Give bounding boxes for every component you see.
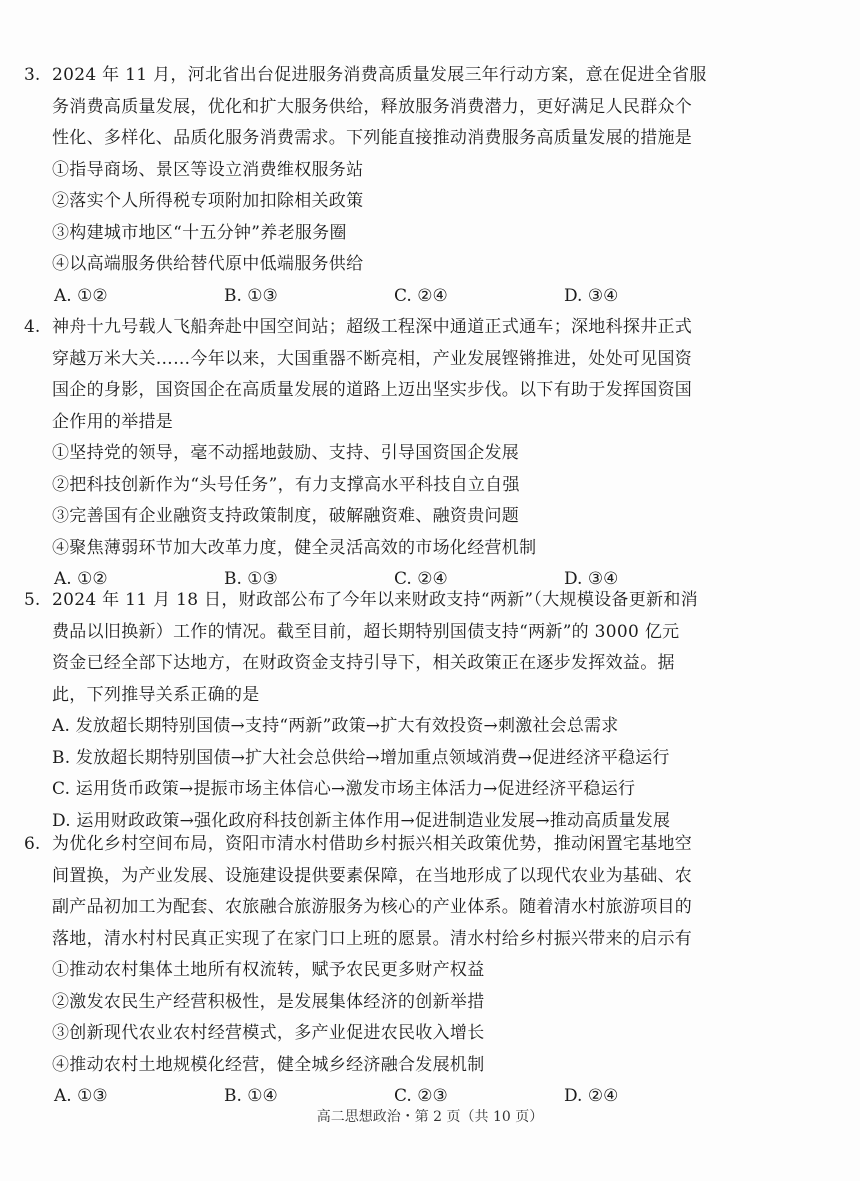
question-stem-line: 间置换，为产业发展、设施建设提供要素保障，在当地形成了以现代农业为基础、农 <box>52 865 693 886</box>
option-b[interactable]: B. ①③ <box>224 569 278 589</box>
statement-1: ①坚持党的领导，毫不动摇地鼓励、支持、引导国资国企发展 <box>52 443 520 463</box>
question-stem-line: 副产品初加工为配套、农旅融合旅游服务为核心的产业体系。随着清水村旅游项目的 <box>52 897 693 917</box>
question-stem-line: 神舟十九号载人飞船奔赴中国空间站；超级工程深中通道正式通车；深地科探井正式 <box>52 317 693 337</box>
statement-1: ①推动农村集体土地所有权流转，赋予农民更多财产权益 <box>52 960 485 980</box>
option-d[interactable]: D. ②④ <box>564 1086 619 1106</box>
page-footer: 高二思想政治・第 2 页（共 10 页） <box>316 1109 544 1125</box>
question-5 <box>24 585 824 837</box>
question-body <box>52 829 824 1112</box>
option-c[interactable]: C. 运用货币政策→提振市场主体信心→激发市场主体活力→促进经济平稳运行 <box>52 779 636 799</box>
statement-3: ③创新现代农业农村经营模式，多产业促进农民收入增长 <box>52 1023 485 1043</box>
question-number: 5. <box>24 590 41 610</box>
option-a[interactable]: A. ①③ <box>54 1086 108 1106</box>
question-number: 4. <box>24 317 41 337</box>
option-b[interactable]: B. 发放超长期特别国债→扩大社会总供给→增加重点领域消费→促进经济平稳运行 <box>52 747 670 768</box>
question-stem-line: 企作用的举措是 <box>52 411 174 432</box>
statement-4: ④以高端服务供给替代原中低端服务供给 <box>52 254 364 274</box>
option-c[interactable]: C. ②④ <box>394 569 448 589</box>
question-number: 3. <box>24 65 41 85</box>
question-3 <box>24 60 824 312</box>
question-4 <box>24 312 824 595</box>
statement-2: ②把科技创新作为“头号任务”，有力支撑高水平科技自立自强 <box>52 474 520 495</box>
statement-3: ③构建城市地区“十五分钟”养老服务圈 <box>52 222 347 243</box>
option-d[interactable]: D. ③④ <box>564 285 619 306</box>
question-stem-line: 2024 年 11 月，河北省出台促进服务消费高质量发展三年行动方案，意在促进全省服 <box>52 65 707 85</box>
statement-2: ②落实个人所得税专项附加扣除相关政策 <box>52 191 364 211</box>
statement-3: ③完善国有企业融资支持政策制度，破解融资难、融资贵问题 <box>52 506 520 526</box>
statement-2: ②激发农民生产经营积极性，是发展集体经济的创新举措 <box>52 991 485 1012</box>
statement-4: ④推动农村土地规模化经营，健全城乡经济融合发展机制 <box>52 1054 485 1075</box>
question-number: 6. <box>24 834 41 854</box>
answer-options <box>52 281 824 312</box>
question-6 <box>24 829 824 1112</box>
question-stem-line: 落地，清水村村民真正实现了在家门口上班的愿景。清水村给乡村振兴带来的启示有 <box>52 928 693 949</box>
option-c[interactable]: C. ②④ <box>394 285 448 306</box>
question-stem-line: 费品以旧换新）工作的情况。截至目前，超长期特别国债支持“两新”的 3000 亿元 <box>52 621 680 642</box>
option-b[interactable]: B. ①③ <box>224 285 278 306</box>
question-stem-line: 资金已经全部下达地方，在财政资金支持引导下，相关政策正在逐步发挥效益。据 <box>52 653 675 673</box>
question-body <box>52 312 824 595</box>
option-b[interactable]: B. ①④ <box>224 1086 278 1106</box>
option-a[interactable]: A. ①② <box>54 569 108 589</box>
question-body <box>52 60 824 312</box>
question-body <box>52 585 824 837</box>
question-stem-line: 为优化乡村空间布局，资阳市清水村借助乡村振兴相关政策优势，推动闲置宅基地空 <box>52 834 693 854</box>
option-d[interactable]: D. ③④ <box>564 569 619 589</box>
question-stem-line: 性化、多样化、品质化服务消费需求。下列能直接推动消费服务高质量发展的措施是 <box>52 128 693 148</box>
option-a[interactable]: A. ①② <box>54 285 108 306</box>
question-stem-line: 务消费高质量发展，优化和扩大服务供给，释放服务消费潜力，更好满足人民群众个 <box>52 96 693 117</box>
option-a[interactable]: A. 发放超长期特别国债→支持“两新”政策→扩大有效投资→刺激社会总需求 <box>52 716 619 736</box>
option-d[interactable]: D. 运用财政政策→强化政府科技创新主体作用→促进制造业发展→推动高质量发展 <box>52 810 671 831</box>
statement-4: ④聚焦薄弱环节加大改革力度，健全灵活高效的市场化经营机制 <box>52 537 537 558</box>
question-stem-line: 穿越万米大关……今年以来，大国重器不断亮相，产业发展铿锵推进，处处可见国资 <box>52 348 693 369</box>
question-stem-line: 国企的身影，国资国企在高质量发展的道路上迈出坚实步伐。以下有助于发挥国资国 <box>52 380 693 400</box>
option-c[interactable]: C. ②③ <box>394 1086 448 1106</box>
statement-1: ①指导商场、景区等设立消费维权服务站 <box>52 159 364 180</box>
question-stem-line: 此，下列推导关系正确的是 <box>52 684 260 705</box>
question-stem-line: 2024 年 11 月 18 日，财政部公布了今年以来财政支持“两新”（大规模设备更新和消 <box>52 590 698 610</box>
